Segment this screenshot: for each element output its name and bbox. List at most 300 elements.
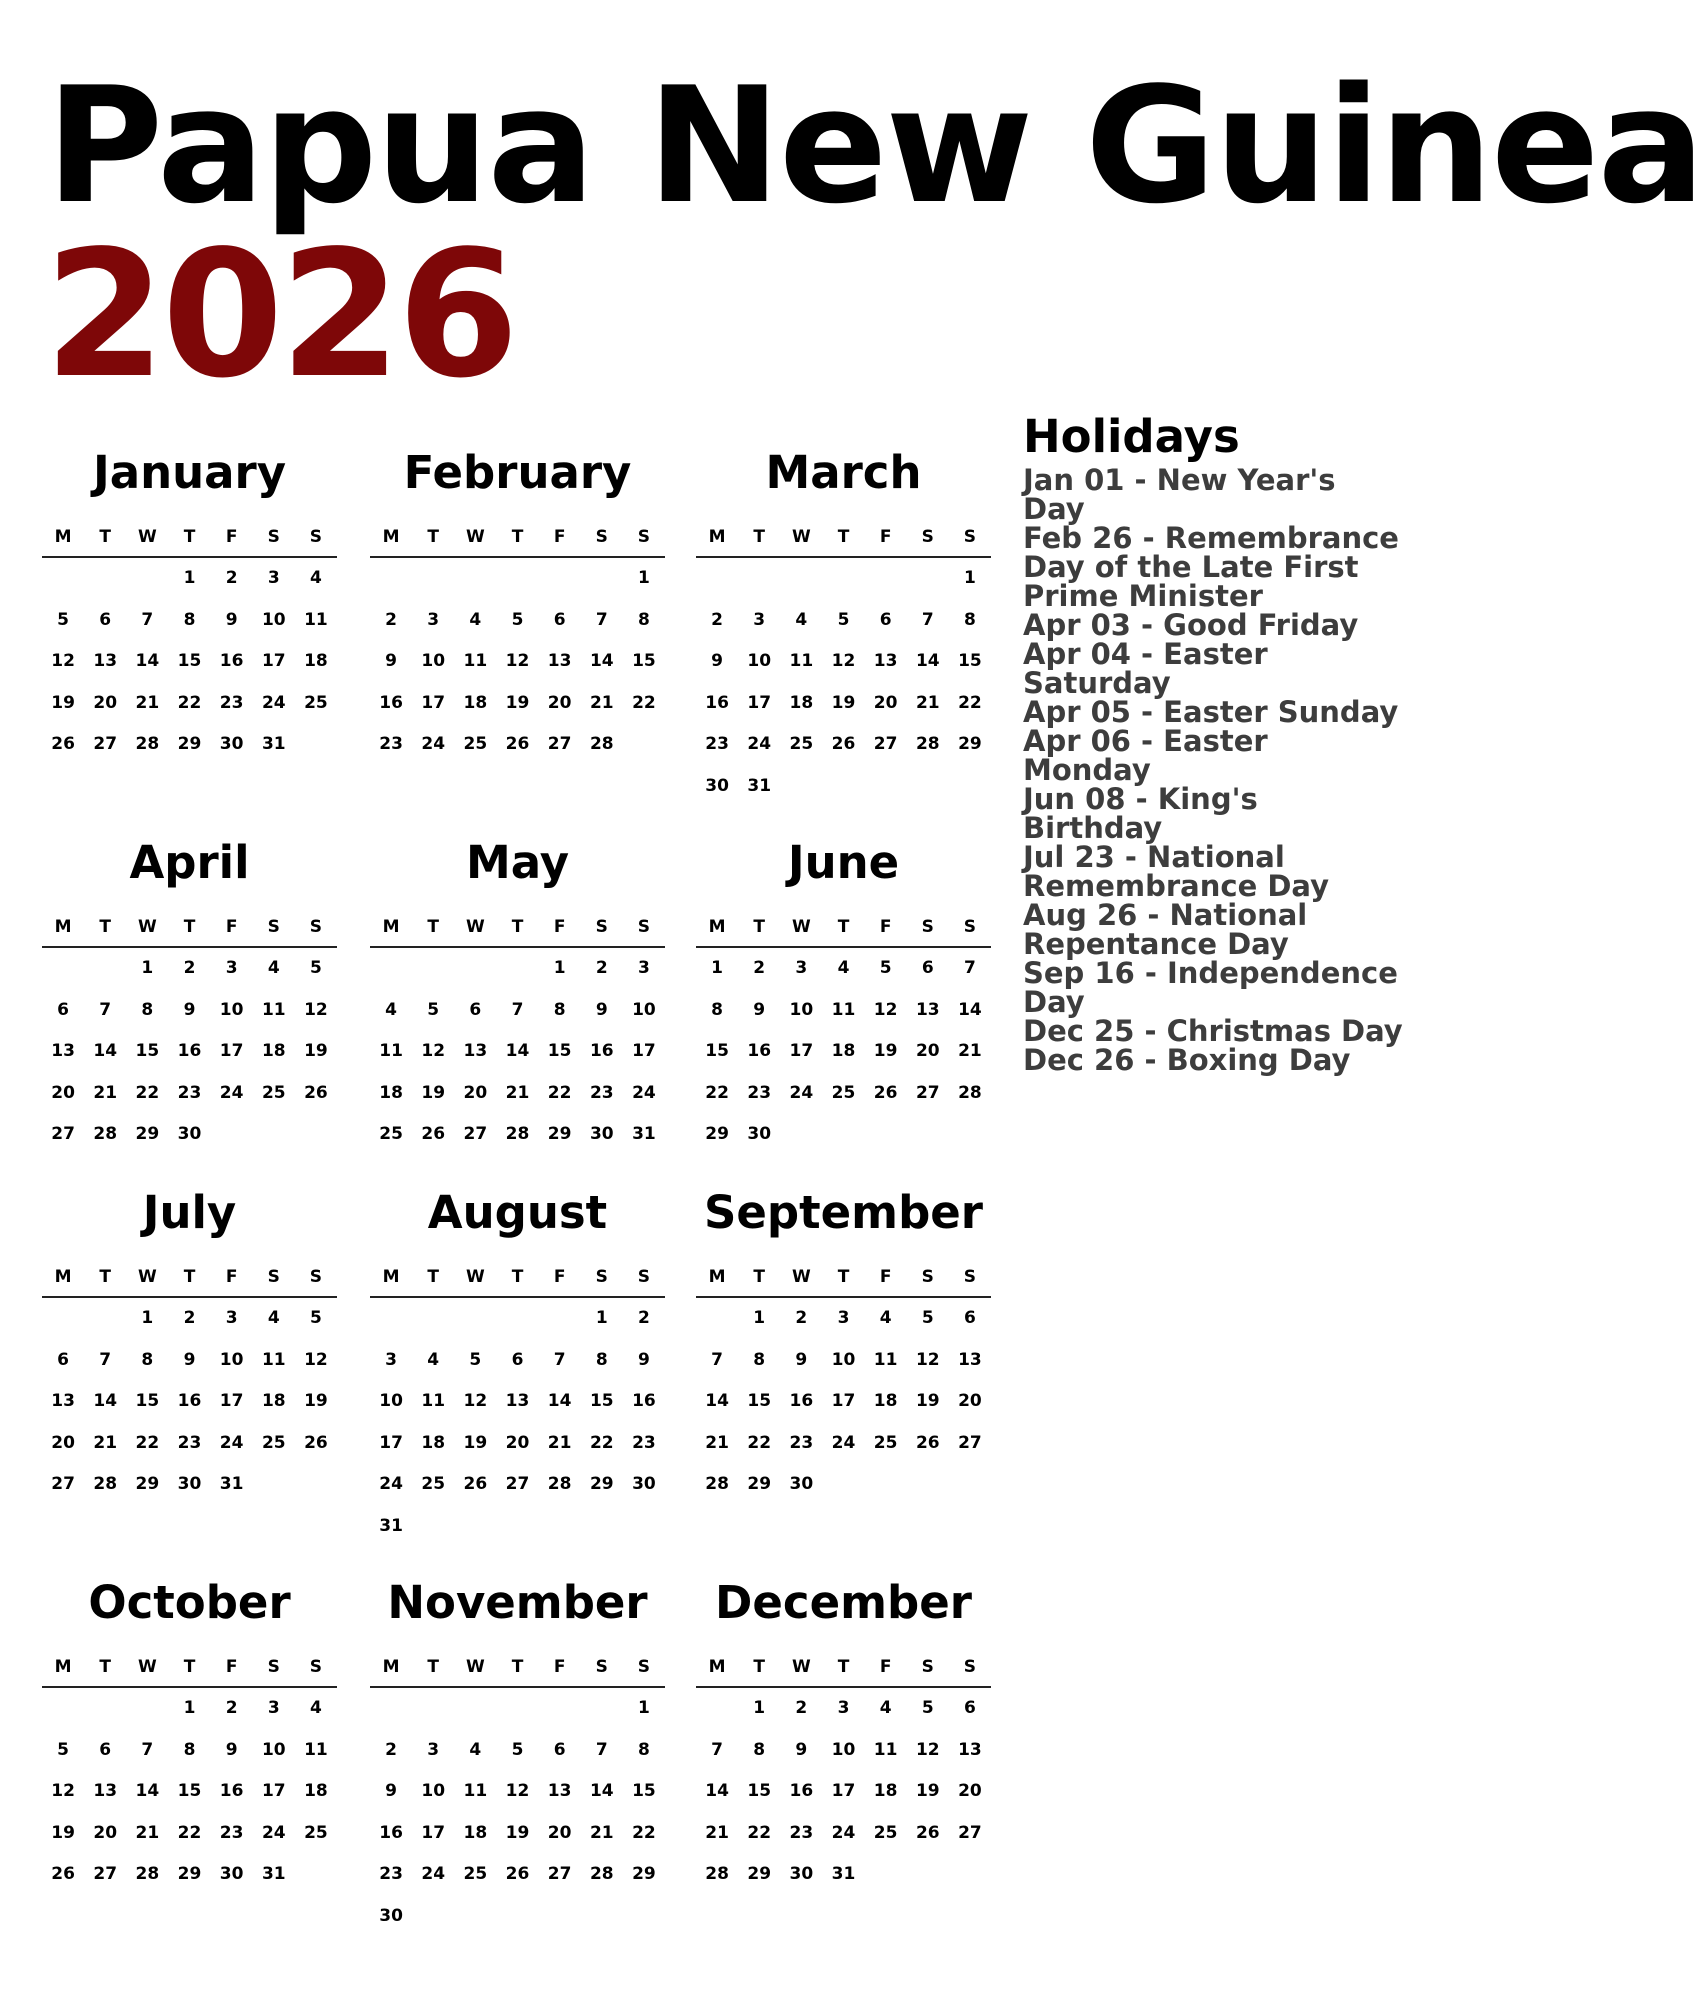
empty-cell [454,948,496,990]
day-cell: 17 [831,1391,856,1412]
empty-cell [412,558,454,600]
day-cell: 6 [963,1698,976,1718]
day-cell: 24 [789,1082,814,1103]
day-cell: 3 [837,1308,850,1328]
holiday-item: Aug 26 - National Repentance Day [1023,897,1308,961]
day-cell: 9 [711,651,723,672]
weekday-label: W [791,527,811,547]
day-cell: 26 [304,1082,328,1103]
day-cell: 27 [93,1864,118,1885]
day-cell: 4 [427,1349,440,1370]
weekday-label: T [183,1267,196,1287]
day-cell: 18 [261,1041,286,1062]
day-cell: 5 [309,1308,322,1328]
weekday-label: T [427,527,440,547]
day-cell: 26 [51,734,75,755]
day-cell: 7 [711,1739,723,1760]
day-cell: 6 [469,999,482,1020]
weekday-label: S [267,917,280,937]
weekday-header [42,1258,337,1298]
day-cell: 11 [261,1349,286,1370]
week-row [696,1771,991,1813]
day-cell: 18 [873,1391,898,1412]
day-cell: 31 [632,1124,656,1145]
day-cell: 30 [632,1474,656,1495]
empty-cell [412,1896,454,1938]
day-cell: 1 [963,568,976,588]
day-cell: 14 [915,651,940,672]
week-row [370,1031,665,1073]
empty-cell [865,1464,907,1506]
day-cell: 19 [463,1432,488,1453]
day-cell: 19 [51,692,75,713]
week-row [42,558,337,600]
day-cell: 11 [379,1041,403,1062]
day-cell: 16 [379,692,403,713]
day-cell: 27 [463,1124,488,1145]
day-cell: 20 [958,1781,982,1802]
day-cell: 18 [261,1391,286,1412]
day-cell: 6 [511,1349,524,1370]
weekday-label: T [511,1267,524,1287]
weekday-label: F [225,917,238,937]
week-row [42,1464,337,1506]
day-cell: 19 [505,692,530,713]
weekday-header [696,1258,991,1298]
week-row [370,558,665,600]
day-cell: 29 [177,1864,202,1885]
empty-cell [822,766,864,808]
year-title: 2026 [44,214,516,417]
weekday-label: F [225,1267,238,1287]
weekday-label: F [553,527,566,547]
weekday-label: W [791,1657,811,1677]
day-cell: 17 [261,1781,286,1802]
holiday-item: Jan 01 - New Year's Day [1023,462,1336,526]
empty-cell [623,1506,665,1548]
day-cell: 15 [747,1391,772,1412]
empty-cell [696,1688,738,1730]
month-grid [42,908,337,1156]
weekday-label: W [137,917,157,937]
holiday-item: Feb 26 - Remembrance Day of the Late First Prime Minister [1023,520,1399,613]
day-cell: 14 [589,1781,614,1802]
empty-cell [42,948,84,990]
day-cell: 9 [753,999,766,1020]
day-cell: 25 [421,1474,446,1495]
day-cell: 21 [93,1082,118,1103]
weekday-label: W [137,527,157,547]
week-row [696,990,991,1032]
day-cell: 23 [789,1432,814,1453]
month-january [42,438,337,766]
day-cell: 12 [51,651,75,672]
weekday-label: M [54,527,72,547]
day-cell: 1 [141,958,154,978]
day-cell: 11 [873,1349,898,1370]
day-cell: 29 [177,734,202,755]
day-cell: 3 [225,1308,238,1328]
week-row [696,1031,991,1073]
day-cell: 21 [93,1432,118,1453]
day-cell: 15 [135,1041,160,1062]
day-cell: 19 [51,1822,75,1843]
day-cell: 28 [135,734,160,755]
day-cell: 1 [637,568,650,588]
day-cell: 26 [873,1082,898,1103]
day-cell: 30 [177,1124,202,1145]
day-cell: 31 [831,1864,856,1885]
empty-cell [295,1114,337,1156]
empty-cell [865,1854,907,1896]
day-cell: 12 [873,999,898,1020]
day-cell: 8 [183,609,196,630]
empty-cell [780,1114,822,1156]
day-cell: 16 [177,1391,202,1412]
empty-cell [370,948,412,990]
day-cell: 31 [219,1474,244,1495]
month-july [42,1178,337,1506]
day-cell: 9 [225,609,238,630]
day-cell: 9 [225,1739,238,1760]
day-cell: 11 [463,651,488,672]
day-cell: 13 [958,1739,982,1760]
day-cell: 26 [421,1124,446,1145]
day-cell: 1 [553,958,566,978]
day-cell: 5 [879,958,892,978]
weekday-label: S [637,527,651,547]
weekday-label: F [553,1267,566,1287]
day-cell: 20 [51,1082,75,1103]
week-row [696,600,991,642]
day-cell: 19 [304,1391,328,1412]
holidays-heading: Holidays [1023,410,1240,463]
week-row [370,1896,665,1938]
weekday-label: T [753,1657,766,1677]
day-cell: 25 [873,1822,898,1843]
day-cell: 7 [141,1739,154,1760]
day-cell: 23 [589,1082,614,1103]
day-cell: 9 [795,1349,808,1370]
day-cell: 26 [831,734,856,755]
day-cell: 13 [873,651,898,672]
day-cell: 13 [958,1349,982,1370]
empty-cell [738,558,780,600]
empty-cell [907,766,949,808]
empty-cell [496,1688,538,1730]
day-cell: 10 [219,999,244,1020]
day-cell: 19 [505,1822,530,1843]
day-cell: 16 [789,1391,814,1412]
empty-cell [295,1464,337,1506]
weekday-label: T [837,917,850,937]
weekday-label: S [637,917,651,937]
day-cell: 9 [183,999,196,1020]
day-cell: 11 [421,1391,446,1412]
weekday-label: F [225,1657,238,1677]
holiday-item: Sep 16 - Independence Day [1023,955,1398,1019]
weekday-label: S [595,527,608,547]
empty-cell [454,1688,496,1730]
empty-cell [42,1298,84,1340]
day-cell: 6 [99,609,112,630]
month-october [42,1568,337,1896]
day-cell: 30 [789,1864,814,1885]
month-name: December [715,1576,972,1629]
day-cell: 6 [553,1739,566,1760]
day-cell: 8 [637,1739,650,1760]
day-cell: 28 [135,1864,160,1885]
day-cell: 22 [135,1082,160,1103]
day-cell: 29 [547,1124,572,1145]
month-name: August [427,1186,608,1239]
day-cell: 10 [379,1391,403,1412]
day-cell: 20 [51,1432,75,1453]
weekday-label: T [183,527,196,547]
empty-cell [949,1464,991,1506]
empty-cell [84,1298,126,1340]
empty-cell [822,558,864,600]
day-cell: 21 [705,1822,729,1843]
day-cell: 28 [547,1474,572,1495]
week-row [370,1114,665,1156]
empty-cell [295,1854,337,1896]
day-cell: 8 [183,1739,196,1760]
day-cell: 26 [915,1432,940,1453]
day-cell: 7 [595,1739,608,1760]
weekday-label: T [837,1267,850,1287]
week-row [42,1114,337,1156]
month-name: September [704,1186,983,1239]
day-cell: 7 [595,609,608,630]
day-cell: 2 [225,1698,238,1718]
day-cell: 22 [589,1432,614,1453]
day-cell: 2 [753,958,766,978]
day-cell: 15 [177,1781,202,1802]
empty-cell [949,1114,991,1156]
empty-cell [865,558,907,600]
day-cell: 3 [427,1739,440,1760]
day-cell: 7 [553,1349,566,1370]
month-august [370,1178,665,1548]
day-cell: 4 [309,568,322,588]
day-cell: 12 [421,1041,446,1062]
weekday-label: W [137,1267,157,1287]
week-row [696,683,991,725]
weekday-header [370,518,665,558]
day-cell: 27 [873,734,898,755]
month-april [42,828,337,1156]
month-name: February [403,446,632,499]
day-cell: 14 [589,651,614,672]
day-cell: 21 [135,692,160,713]
day-cell: 26 [51,1864,75,1885]
month-name: October [88,1576,291,1629]
day-cell: 22 [747,1432,772,1453]
day-cell: 4 [385,999,397,1020]
day-cell: 6 [921,958,934,978]
day-cell: 22 [632,1822,656,1843]
month-grid [696,1258,991,1506]
week-row [696,1381,991,1423]
weekday-header [370,1648,665,1688]
week-row [370,1340,665,1382]
empty-cell [412,948,454,990]
day-cell: 16 [219,1781,244,1802]
day-cell: 18 [421,1432,446,1453]
month-grid [696,908,991,1156]
month-november [370,1568,665,1938]
day-cell: 3 [427,609,440,630]
month-grid [370,1648,665,1938]
day-cell: 16 [789,1781,814,1802]
weekday-label: M [708,917,726,937]
day-cell: 31 [261,734,286,755]
day-cell: 4 [267,958,280,978]
weekday-label: S [921,527,934,547]
day-cell: 7 [963,958,976,978]
day-cell: 2 [183,958,196,978]
weekday-label: S [595,1657,608,1677]
day-cell: 19 [915,1391,940,1412]
day-cell: 29 [958,734,982,755]
day-cell: 14 [135,651,160,672]
day-cell: 28 [505,1124,530,1145]
day-cell: 5 [57,1739,69,1760]
week-row [42,948,337,990]
day-cell: 30 [747,1124,772,1145]
day-cell: 27 [958,1432,982,1453]
day-cell: 29 [632,1864,656,1885]
week-row [42,1073,337,1115]
day-cell: 25 [261,1432,286,1453]
day-cell: 24 [219,1432,244,1453]
weekday-label: T [183,1657,196,1677]
day-cell: 13 [93,651,118,672]
day-cell: 24 [632,1082,656,1103]
weekday-label: T [427,1267,440,1287]
country-title: Papua New Guinea [46,52,1703,239]
holiday-item: Jul 23 - National Remembrance Day [1023,839,1329,903]
weekday-header [42,1648,337,1688]
day-cell: 19 [915,1781,940,1802]
day-cell: 4 [469,1739,482,1760]
day-cell: 12 [304,1349,328,1370]
day-cell: 1 [141,1308,154,1328]
weekday-label: M [382,1267,400,1287]
day-cell: 5 [427,999,440,1020]
week-row [42,1688,337,1730]
day-cell: 2 [595,958,608,978]
day-cell: 22 [705,1082,729,1103]
week-row [696,1854,991,1896]
weekday-label: T [753,917,766,937]
month-name: April [129,836,250,889]
day-cell: 16 [705,692,729,713]
week-row [696,1423,991,1465]
holiday-item: Jun 08 - King's Birthday [1023,781,1258,845]
weekday-label: T [753,1267,766,1287]
empty-cell [126,558,168,600]
day-cell: 15 [547,1041,572,1062]
day-cell: 3 [837,1698,850,1718]
day-cell: 18 [789,692,814,713]
day-cell: 10 [421,1781,446,1802]
week-row [696,1813,991,1855]
day-cell: 3 [267,1698,280,1718]
day-cell: 25 [831,1082,856,1103]
week-row [370,641,665,683]
day-cell: 27 [505,1474,530,1495]
day-cell: 17 [219,1391,244,1412]
weekday-label: T [427,917,440,937]
weekday-label: W [465,527,485,547]
empty-cell [295,724,337,766]
day-cell: 6 [879,609,892,630]
day-cell: 20 [547,1822,572,1843]
month-february [370,438,665,766]
day-cell: 31 [747,775,772,796]
empty-cell [581,1506,623,1548]
weekday-header [42,518,337,558]
empty-cell [539,1298,581,1340]
weekday-header [370,908,665,948]
day-cell: 26 [915,1822,940,1843]
day-cell: 6 [963,1308,976,1328]
empty-cell [780,766,822,808]
weekday-label: S [963,1657,977,1677]
day-cell: 10 [219,1349,244,1370]
day-cell: 16 [632,1391,656,1412]
empty-cell [949,766,991,808]
day-cell: 15 [589,1391,614,1412]
day-cell: 17 [421,1822,446,1843]
week-row [42,1854,337,1896]
day-cell: 30 [219,1864,244,1885]
day-cell: 9 [183,1349,196,1370]
day-cell: 8 [553,999,566,1020]
empty-cell [42,1688,84,1730]
day-cell: 4 [879,1698,892,1718]
day-cell: 8 [595,1349,608,1370]
day-cell: 26 [505,1864,530,1885]
day-cell: 23 [219,1822,244,1843]
day-cell: 2 [711,609,723,630]
day-cell: 2 [385,609,397,630]
day-cell: 21 [547,1432,572,1453]
day-cell: 14 [958,999,982,1020]
day-cell: 23 [177,1432,202,1453]
day-cell: 26 [505,734,530,755]
day-cell: 9 [637,1349,650,1370]
day-cell: 7 [141,609,154,630]
week-row [370,1381,665,1423]
day-cell: 20 [93,692,118,713]
day-cell: 3 [225,958,238,978]
day-cell: 13 [505,1391,530,1412]
empty-cell [907,558,949,600]
day-cell: 20 [873,692,898,713]
day-cell: 9 [385,1781,397,1802]
day-cell: 30 [789,1474,814,1495]
day-cell: 18 [463,1822,488,1843]
empty-cell [253,1464,295,1506]
day-cell: 1 [711,958,723,978]
weekday-label: F [879,527,892,547]
day-cell: 9 [385,651,397,672]
empty-cell [84,558,126,600]
week-row [370,724,665,766]
